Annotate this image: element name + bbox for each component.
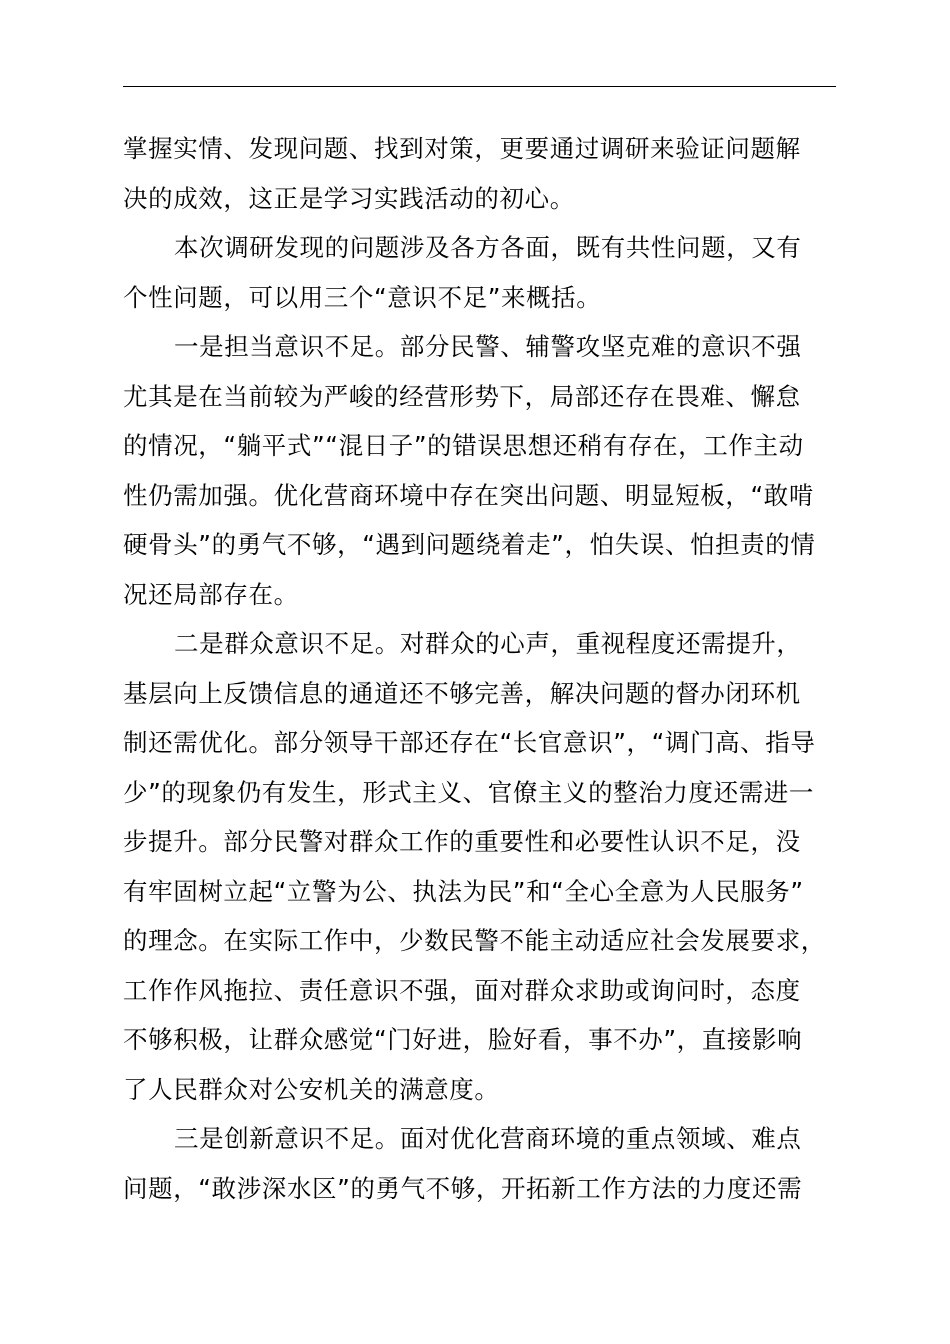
paragraph-start: 三是创新意识不足。面对优化营商环境的重点领域、难点: [174, 1124, 802, 1153]
text-line: 尤其是在当前较为严峻的经营形势下，局部还存在畏难、懈怠: [123, 381, 801, 411]
header-rule: [123, 86, 836, 87]
text-line: 步提升。部分民警对群众工作的重要性和必要性认识不足，没: [123, 827, 801, 856]
text-line: 基层向上反馈信息的通道还不够完善，解决问题的督办闭环机: [123, 678, 801, 708]
text-line: 性仍需加强。优化营商环境中存在突出问题、明显短板，“敢啃: [123, 480, 814, 510]
text-line: 不够积极，让群众感觉“门好进，脸好看，事不办”，直接影响: [123, 1025, 803, 1054]
paragraph-start: 一是担当意识不足。部分民警、辅警攻坚克难的意识不强: [174, 332, 802, 361]
text-line: 个性问题，可以用三个“意识不足”来概括。: [123, 282, 602, 312]
text-line: 问题，“敢涉深水区”的勇气不够，开拓新工作方法的力度还需: [123, 1173, 803, 1203]
text-line: 硬骨头”的勇气不够，“遇到问题绕着走”，怕失误、怕担责的情: [123, 530, 816, 559]
text-line: 的情况，“躺平式”“混日子”的错误思想还稍有存在，工作主动: [123, 431, 804, 460]
paragraph-start: 二是群众意识不足。对群众的心声，重视程度还需提升，: [174, 629, 802, 658]
text-line: 决的成效，这正是学习实践活动的初心。: [123, 183, 575, 213]
text-line: 的理念。在实际工作中，少数民警不能主动适应社会发展要求，: [123, 926, 826, 955]
text-line: 工作作风拖拉、责任意识不强，面对群众求助或询问时，态度: [123, 975, 801, 1005]
text-line: 掌握实情、发现问题、找到对策，更要通过调研来验证问题解: [123, 134, 801, 163]
text-line: 了人民群众对公安机关的满意度。: [123, 1074, 500, 1104]
text-line: 少”的现象仍有发生，形式主义、官僚主义的整治力度还需进一: [123, 777, 814, 807]
text-line: 制还需优化。部分领导干部还存在“长官意识”，“调门高、指导: [123, 728, 816, 757]
document-body: [123, 124, 863, 1213]
paragraph-start: 本次调研发现的问题涉及各方各面，既有共性问题，又有: [174, 233, 802, 262]
text-line: 有牢固树立起“立警为公、执法为民”和“全心全意为人民服务”: [123, 876, 804, 906]
text-line: 况还局部存在。: [123, 579, 299, 609]
